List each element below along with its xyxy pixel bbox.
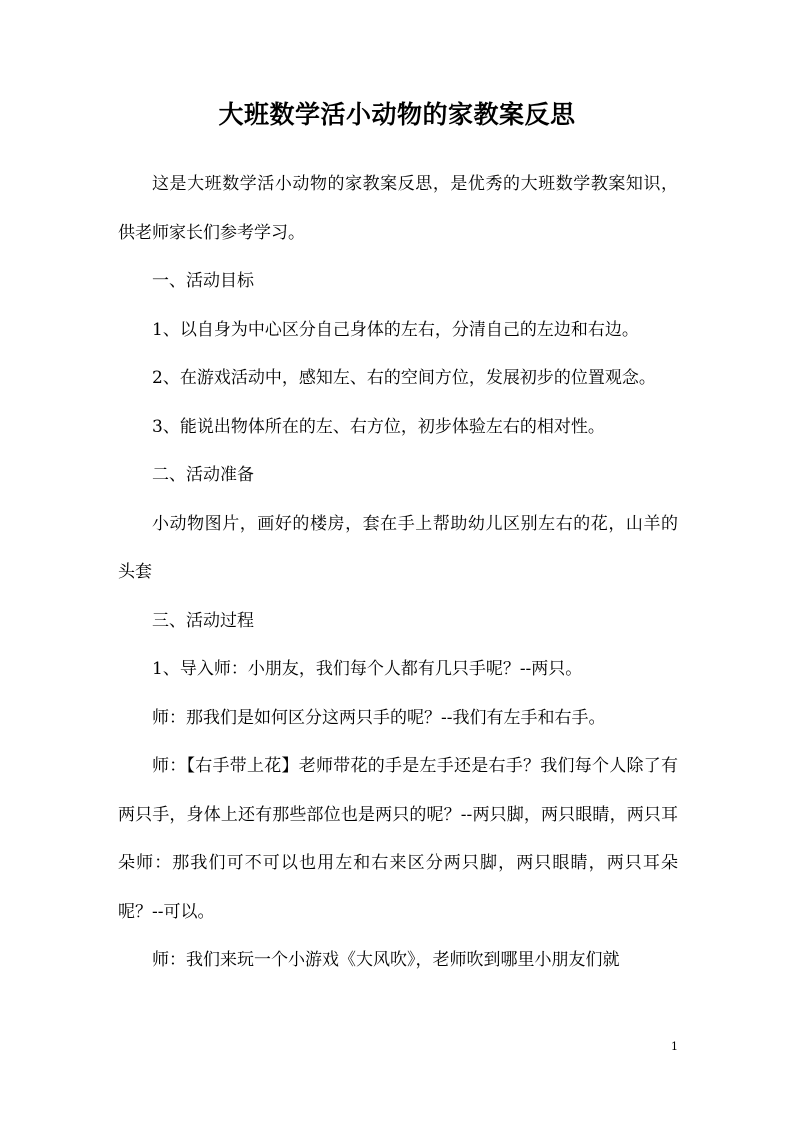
process-step-1: 1、导入师：小朋友，我们每个人都有几只手呢？--两只。 <box>152 659 583 679</box>
preparation-materials: 小动物图片，画好的楼房，套在手上帮助幼儿区别左右的花，山羊的头套 <box>118 513 678 582</box>
page-number: 1 <box>671 1040 678 1053</box>
dialogue-paragraph-1: 师：那我们是如何区分这两只手的呢？--我们有左手和右手。 <box>152 707 606 728</box>
dialogue-paragraph-3: 师：我们来玩一个小游戏《大风吹》，老师吹到哪里小朋友们就 <box>152 950 620 970</box>
goal-item-3: 3、能说出物体所在的左、右方位，初步体验左右的相对性。 <box>152 416 605 437</box>
document-body <box>118 160 678 985</box>
goal-item-2: 2、在游戏活动中，感知左、右的空间方位，发展初步的位置观念。 <box>152 368 656 388</box>
heading-activity-process: 三、活动过程 <box>152 610 254 631</box>
heading-activity-goals: 一、活动目标 <box>152 271 254 291</box>
heading-activity-preparation: 二、活动准备 <box>152 465 254 485</box>
goal-item-1: 1、以自身为中心区分自己身体的左右，分清自己的左边和右边。 <box>152 319 639 340</box>
document-title: 大班数学活小动物的家教案反思 <box>218 100 576 129</box>
dialogue-paragraph-2: 师：【右手带上花】老师带花的手是左手还是右手？我们每个人除了有两只手，身体上还有那些部位也是两只的呢？--两只脚，两只眼睛，两只耳朵师：那我们可不可以也用左和右来区分两只脚，两只眼睛，两只耳朵呢？--可以。 <box>118 756 678 922</box>
paragraph-intro: 这是大班数学活小动物的家教案反思，是优秀的大班数学教案知识，供老师家长们参考学习。 <box>118 174 678 243</box>
